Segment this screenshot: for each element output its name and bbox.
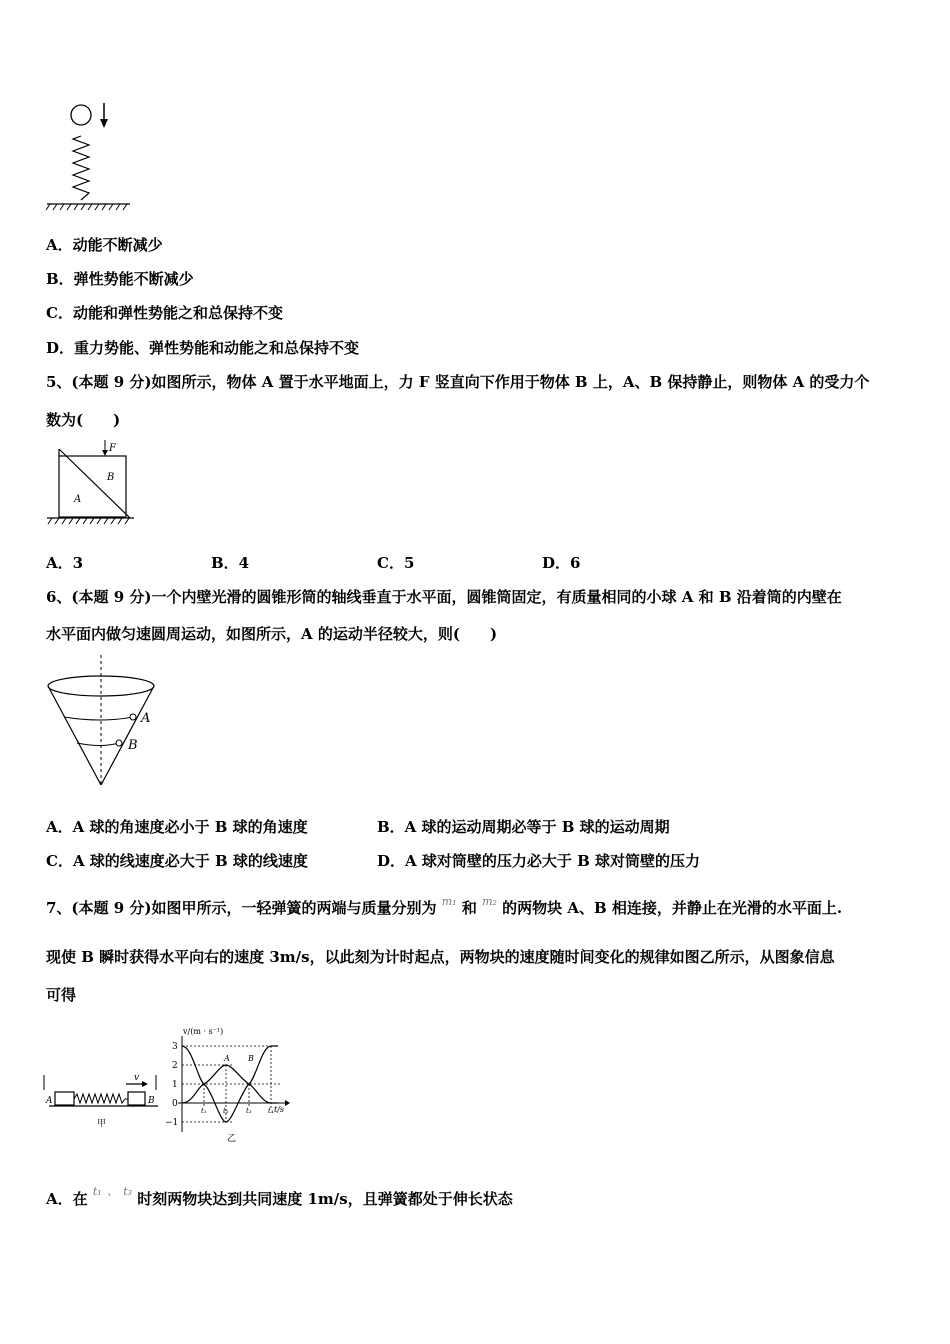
q7-yi-curve-a: A — [224, 1054, 230, 1063]
q7-yi-xtick: t₁ — [201, 1107, 207, 1115]
q4-option-c: C．动能和弹性势能之和总保持不变 — [46, 304, 283, 322]
q4-option-d: D．重力势能、弹性势能和动能之和总保持不变 — [46, 339, 360, 357]
q6-option-d: D．A 球对筒壁的压力必大于 B 球对筒壁的压力 — [377, 852, 700, 870]
q7-yi-ytick: −1 — [165, 1118, 179, 1128]
q7-yi-caption: 乙 — [227, 1134, 237, 1144]
q7-stem-part2: 和 — [461, 899, 477, 917]
q5-label-a: A — [74, 494, 82, 505]
q6-label-b: B — [128, 738, 138, 753]
q7-option-a-prefix: A．在 — [46, 1190, 88, 1208]
q6-stem-line2: 水平面内做匀速圆周运动，如图所示，A 的运动半径较大，则( ) — [46, 625, 498, 643]
q5-blocks-figure — [44, 438, 139, 528]
q7-yi-ytick: 1 — [172, 1080, 178, 1090]
q7-option-a-t1: t₁ — [92, 1185, 102, 1198]
q7-option-a-sep: 、 — [106, 1185, 118, 1198]
q7-yi-xtick: t₂ — [223, 1107, 229, 1115]
q7-figure-yi — [160, 1024, 310, 1146]
q7-figure-jia — [44, 1070, 164, 1132]
q7-option-a — [46, 1185, 513, 1211]
q4-spring-figure — [44, 98, 139, 216]
block-b — [128, 1092, 145, 1105]
spring — [73, 136, 89, 200]
q7-yi-curve-b: B — [248, 1054, 254, 1063]
q7-option-a-t3: t₃ — [123, 1185, 133, 1198]
q5-stem-line2: 数为( ) — [46, 411, 121, 429]
q7-jia-label-v: v — [134, 1073, 140, 1083]
q7-jia-caption: 甲 — [97, 1119, 107, 1129]
q5-label-b: B — [107, 472, 115, 483]
q5-label-f: F — [109, 443, 116, 454]
q4-option-b: B．弹性势能不断减少 — [46, 270, 194, 288]
q7-yi-ytick: 2 — [172, 1061, 178, 1071]
q5-option-a: A．3 — [46, 554, 84, 572]
q7-jia-label-a: A — [46, 1096, 53, 1106]
ball-a — [130, 714, 136, 720]
q7-stem-line1 — [46, 895, 843, 920]
q6-option-b: B．A 球的运动周期必等于 B 球的运动周期 — [377, 818, 670, 836]
ball — [71, 105, 91, 125]
q5-option-b: B．4 — [211, 554, 250, 572]
q7-stem-line3: 可得 — [46, 986, 77, 1004]
q7-m1: m₁ — [441, 895, 457, 908]
q5-option-c: C．5 — [377, 554, 415, 572]
q7-yi-xtick: t₄ — [268, 1107, 274, 1115]
block-outline — [59, 456, 126, 517]
q7-stem-part3: 的两物块 A、B 相连接，并静止在光滑的水平面上. — [502, 899, 843, 917]
q5-stem-line1: 5、(本题 9 分)如图所示，物体 A 置于水平地面上，力 F 竖直向下作用于物体 B 上，A、B 保持静止，则物体 A 的受力个 — [46, 373, 870, 391]
q6-stem-line1: 6、(本题 9 分)一个内壁光滑的圆锥形筒的轴线垂直于水平面，圆锥筒固定，有质量相同的小球 A 和 B 沿着筒的内壁在 — [46, 588, 842, 606]
q7-yi-ytick: 0 — [172, 1099, 178, 1109]
diagonal-interface — [59, 449, 130, 518]
q7-option-a-suffix: 时刻两物块达到共同速度 1m/s，且弹簧都处于伸长状态 — [137, 1190, 513, 1208]
q7-yi-xtick: t₃ — [246, 1107, 252, 1115]
block-a — [55, 1092, 74, 1105]
q6-cone-figure — [44, 655, 164, 790]
q6-option-a: A．A 球的角速度必小于 B 球的角速度 — [46, 818, 308, 836]
q7-yi-ytick: 3 — [172, 1042, 178, 1052]
q7-stem-line2: 现使 B 瞬时获得水平向右的速度 3m/s，以此刻为计时起点，两物块的速度随时间变化的规律如图乙所示，从图象信息 — [46, 948, 835, 966]
q4-option-a: A．动能不断减少 — [46, 236, 163, 254]
q7-yi-ylabel: v/(m · s⁻¹) — [183, 1027, 224, 1036]
ball-b — [116, 740, 122, 746]
q6-option-c: C．A 球的线速度必大于 B 球的线速度 — [46, 852, 308, 870]
q5-option-d: D．6 — [542, 554, 581, 572]
q7-jia-label-b: B — [148, 1096, 155, 1106]
q7-stem-part1: 7、(本题 9 分)如图甲所示，一轻弹簧的两端与质量分别为 — [46, 899, 437, 917]
q7-yi-xlabel: t/s — [274, 1105, 285, 1114]
spring — [74, 1094, 128, 1103]
q7-m2: m₂ — [482, 895, 497, 908]
q6-label-a: A — [141, 711, 151, 726]
